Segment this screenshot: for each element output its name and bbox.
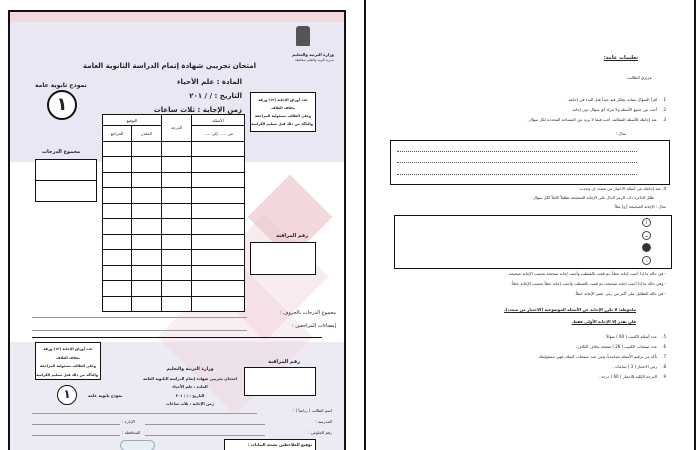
grade-cell[interactable] <box>192 141 245 157</box>
reviewers-signatures-label: إمضاءات المراجعين : <box>291 323 336 329</box>
grade-cell[interactable] <box>103 234 132 250</box>
cloud-decor-icon <box>120 440 155 450</box>
grade-cell[interactable] <box>192 203 245 219</box>
item-number: 9. <box>662 374 666 379</box>
grade-cell[interactable] <box>132 296 162 312</box>
table-row <box>103 203 245 219</box>
table-row <box>103 265 245 281</box>
instruction-item <box>571 107 666 112</box>
total-grades-box[interactable] <box>35 159 97 181</box>
sheets-note-box <box>35 342 101 380</box>
grade-cell[interactable] <box>132 157 162 173</box>
grade-cell[interactable] <box>103 172 132 188</box>
col-questions-range: من ...... إلى ...... <box>192 126 245 142</box>
answer-line <box>397 162 637 163</box>
grade-cell[interactable] <box>132 250 162 266</box>
grade-cell[interactable] <box>103 265 132 281</box>
exam-date: التاريخ : / / ٢٠١ <box>175 392 205 398</box>
seating-number-label: رقم الجلوس : <box>308 430 332 435</box>
mcq-example-box <box>394 215 672 269</box>
col-signature: التوقيع <box>103 115 162 126</box>
reviewers-signatures-line[interactable] <box>32 330 247 331</box>
instruction-item <box>537 354 666 359</box>
answer-line <box>397 151 637 152</box>
rule-item: - وفي حالة ما إذا أجبت إجابة صحيحة، ثم قمت بالشطب وأجبت إجابة خطأ تحسب الإجابة خطأ. <box>510 281 666 286</box>
table-row <box>103 188 245 204</box>
table-row <box>103 141 245 157</box>
instruction-item <box>612 364 666 369</box>
student-name-line[interactable] <box>32 413 257 414</box>
item-number: 8. <box>662 364 666 369</box>
grade-cell[interactable] <box>132 172 162 188</box>
col-estimator: المقدر <box>132 126 162 142</box>
sheets-note-line: وعلى الطالب مسئولية المراجعة <box>255 114 311 118</box>
grade-cell[interactable] <box>132 203 162 219</box>
instructions-heading: تعليمات عامة: <box>603 55 638 61</box>
greeting: عزيزي الطالب، <box>626 75 652 80</box>
exam-date: التاريخ : / / ٢٠١ <box>189 92 242 100</box>
rule-text: في حالة ما إذا أجبت إجابة خطأ، ثم قمت بالشطب وأجبت إجابة صحيحة تحسب الإجابة صحيحة. <box>507 271 664 276</box>
answer-sheet-cover-page <box>8 10 346 450</box>
item-number: 6. <box>662 344 666 349</box>
total-grades-box[interactable] <box>35 180 97 202</box>
subject: المادة : علم الأحياء <box>172 384 208 389</box>
grade-cell[interactable] <box>192 296 245 312</box>
item-number: 3. <box>662 117 666 122</box>
item-4 <box>579 186 666 191</box>
rule-item: - في حالة التظليل على أكثر من رمز، تعتبر الإجابة خطأ. <box>574 291 666 296</box>
choice-bubble: ج <box>642 243 651 252</box>
grade-cell[interactable] <box>132 188 162 204</box>
item-text: عند إجابتك عن أسئلة الاختيار من متعدد إن وجدت: <box>578 186 661 191</box>
table-row <box>103 234 245 250</box>
model-label: نموذج ثانوية عامة <box>88 393 123 398</box>
egypt-emblem-icon <box>296 26 310 46</box>
example-label: مثال : الإجابة الصحيحة (ج) مثلاً <box>614 204 666 209</box>
divider <box>32 337 322 338</box>
item-text: عدد أسئلة الكتيب ( 60 ) سؤالاً . <box>603 334 658 339</box>
choice-bubble: د <box>642 256 651 265</box>
ministry-name: وزارة التربية والتعليم <box>292 52 334 57</box>
total-grades-label: مجموع الدرجات <box>42 149 81 155</box>
grade-cell[interactable] <box>162 219 192 235</box>
grade-cell[interactable] <box>162 172 192 188</box>
student-name-label: اسم الطالب ( رباعياً ) : <box>292 408 332 413</box>
item-text: تأكد من ترقيم الأسئلة تصاعدياً، ومن عدد صفحات كتيبك، فهي مسئوليتك. <box>537 354 658 359</box>
school-line[interactable] <box>145 424 265 425</box>
col-questions: الأسئلة <box>192 115 245 126</box>
subject: المادة : علم الأحياء <box>176 78 242 86</box>
exam-title: امتحان تجريبي شهادة إتمام الدراسة الثانوية العامة <box>143 375 237 381</box>
seat-number-box[interactable] <box>250 242 316 275</box>
directorate-name: مديرية التربية والتعليم بمحافظة <box>295 58 334 62</box>
exam-title: امتحان تجريبي شهادة إتمام الدراسة الثانوية العامة <box>82 62 256 70</box>
grade-cell[interactable] <box>192 265 245 281</box>
grade-cell[interactable] <box>103 296 132 312</box>
item-number: 5. <box>662 334 666 339</box>
grade-cell[interactable] <box>132 265 162 281</box>
rule-item: - في حالة ما إذا أجبت إجابة خطأ، ثم قمت بالشطب وأجبت إجابة صحيحة تحسب الإجابة صحيحة. <box>507 271 666 276</box>
seating-number-line[interactable] <box>145 435 265 436</box>
grade-cell[interactable] <box>103 157 132 173</box>
observers-signature-box <box>224 439 316 450</box>
administration-line[interactable] <box>32 424 120 425</box>
choice-bubble: أ <box>642 218 651 227</box>
grade-cell[interactable] <box>103 219 132 235</box>
grade-cell[interactable] <box>192 281 245 297</box>
note-line: ملحوظة: لا تكرر الإجابة عن الأسئلة الموضوعية (الاختيار من متعدد)، <box>504 307 636 312</box>
instructions-page <box>364 0 696 450</box>
example-label: مثال : <box>615 131 626 136</box>
administration-label: الإدارة : <box>122 419 135 424</box>
table-row <box>103 296 245 312</box>
top-band <box>10 12 344 22</box>
grade-cell[interactable] <box>162 265 192 281</box>
sheets-note-line: عدد أوراق الإجابة (١٢) ورقة <box>258 98 308 102</box>
seat-number-label: رقم المراقبة <box>268 359 300 365</box>
table-row <box>103 219 245 235</box>
grade-cell[interactable] <box>132 234 162 250</box>
col-reviewer: المراجع <box>103 126 132 142</box>
sheets-note-line: بخلاف الغلاف <box>271 106 295 110</box>
model-number: ١ <box>47 90 77 120</box>
school-label: المدرسة : <box>315 419 332 424</box>
seat-number-box[interactable] <box>244 367 316 396</box>
grade-cell[interactable] <box>162 157 192 173</box>
grade-cell[interactable] <box>192 172 245 188</box>
model-label: نموذج ثانوية عامة <box>35 82 87 89</box>
item-text: عند إجابتك للأسئلة المقالية، أجب فيما لا يزيد عن المساحة المحددة لكل سؤال. <box>527 117 658 122</box>
grade-cell[interactable] <box>162 141 192 157</box>
grade-cell[interactable] <box>192 219 245 235</box>
rule-text: وفي حالة ما إذا أجبت إجابة صحيحة، ثم قمت بالشطب وأجبت إجابة خطأ تحسب الإجابة خطأ. <box>510 281 664 286</box>
model-number: ١ <box>57 385 77 405</box>
grade-cell[interactable] <box>162 250 192 266</box>
ministry-name: وزارة التربية والتعليم <box>166 367 214 372</box>
sheets-note-box <box>250 92 316 132</box>
item-text: أجب عن جميع الأسئلة ولا تترك أي سؤال دون إجابة. <box>571 107 658 112</box>
note-line: فلن تقدر إلا الإجابة الأولى فقط. <box>571 319 636 324</box>
rule-text: في حالة التظليل على أكثر من رمز، تعتبر الإجابة خطأ. <box>574 291 664 296</box>
table-row <box>103 157 245 173</box>
seat-number-label: رقم المراقبة <box>276 233 308 239</box>
instruction-item <box>527 117 666 122</box>
grade-cell[interactable] <box>103 281 132 297</box>
grade-cell[interactable] <box>132 141 162 157</box>
sheets-note-line: عدد أوراق الإجابة (١٢) ورقة <box>43 347 93 351</box>
item-number: 4. <box>662 186 666 191</box>
item-number: 1. <box>662 97 666 102</box>
exam-duration: زمن الإجابة : ثلاث ساعات <box>153 106 242 114</box>
sheets-note-line: بخلاف الغلاف <box>56 355 80 360</box>
choice-bubble: ب <box>642 231 651 240</box>
sheets-note-line: والتأكد من ذلك قبل تسليم الكراسة <box>36 372 98 377</box>
item-text: زمن الاختبار ( 3 ) ساعات . <box>612 364 658 369</box>
total-in-words-label: مجموع الدرجات بالحروف : <box>279 310 336 316</box>
total-in-words-line[interactable] <box>32 317 247 318</box>
instruction-item <box>599 374 666 379</box>
table-row <box>103 172 245 188</box>
grade-cell[interactable] <box>192 234 245 250</box>
bottom-header <box>140 366 240 409</box>
grade-cell[interactable] <box>162 281 192 297</box>
instruction-item <box>576 344 666 349</box>
sheets-note-line: والتأكد من ذلك قبل تسليم الكراسة <box>251 122 313 126</box>
item-text: الدرجة الكلية للاختبار ( 60 ) درجة . <box>598 374 658 379</box>
item-4-sub: ظلل الدائرة ذات الرمز الدال على الإجابة الصحيحة تظليلاً كاملاً لكل سؤال . <box>530 195 654 200</box>
exam-duration: زمن الإجابة : ثلاث ساعات <box>166 401 214 406</box>
grade-cell[interactable] <box>162 234 192 250</box>
item-text: عدد صفحات الكتيب ( 26 ) صفحة بخلاف الغلاف. <box>576 344 658 349</box>
grade-cell[interactable] <box>132 281 162 297</box>
essay-example-box <box>390 140 670 185</box>
instruction-item <box>567 97 666 102</box>
grade-cell[interactable] <box>192 250 245 266</box>
grade-cell[interactable] <box>162 188 192 204</box>
grade-cell[interactable] <box>192 157 245 173</box>
table-row <box>103 250 245 266</box>
col-grade: الدرجة <box>162 115 192 142</box>
city-line[interactable] <box>32 435 120 436</box>
grade-cell[interactable] <box>192 188 245 204</box>
grade-cell[interactable] <box>103 188 132 204</box>
grade-cell[interactable] <box>103 250 132 266</box>
grade-cell[interactable] <box>132 219 162 235</box>
grade-cell[interactable] <box>103 141 132 157</box>
grade-cell[interactable] <box>162 203 192 219</box>
observers-signature-label: توقيع الملاحظين بصحة البيانات : <box>247 442 312 447</box>
table-row <box>103 281 245 297</box>
grade-cell[interactable] <box>103 203 132 219</box>
item-number: 7. <box>662 354 666 359</box>
grade-cell[interactable] <box>162 296 192 312</box>
grades-table <box>102 114 245 312</box>
item-text: اقرأ السؤال بعناية، وفكر فيه جيداً قبل البدء في إجابته. <box>567 97 658 102</box>
city-label: المحافظة : <box>122 430 141 435</box>
sheets-note-line: وعلى الطالب مسئولية المراجعة <box>40 364 96 368</box>
answer-line <box>397 174 637 175</box>
instruction-item <box>604 334 666 339</box>
item-number: 2. <box>662 107 666 112</box>
